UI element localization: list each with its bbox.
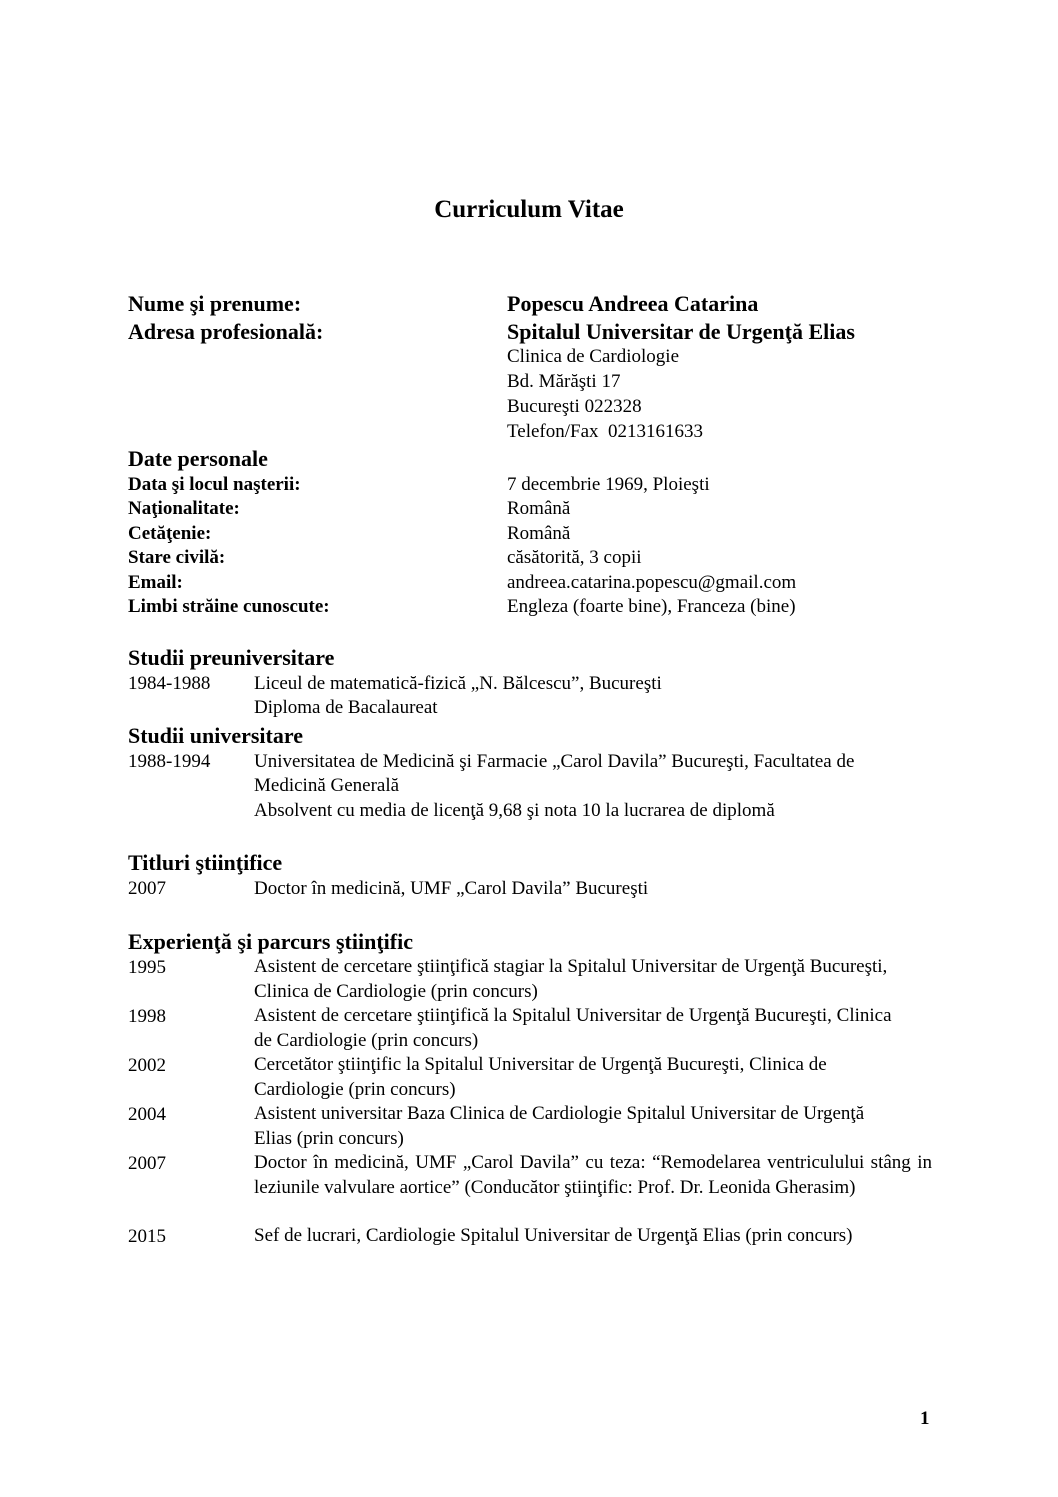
entry-text: Absolvent cu media de licenţă 9,68 şi nota 10 la lucrarea de diplomă <box>254 800 775 821</box>
entry-year: 1998 <box>128 1006 166 1027</box>
entry-text: Doctor în medicină, UMF „Carol Davila” cu teza: “Remodelarea ventriculului stâng in leziunile valvulare aortice” (Conducător ştiinţific: Prof. Dr. Leonida Gherasim) <box>254 1152 932 1198</box>
section-heading-experience: Experienţă şi parcurs ştiinţific <box>128 929 413 954</box>
personal-value: 7 decembrie 1969, Ploieşti <box>507 474 710 495</box>
address-line: Bd. Mărăşti 17 <box>507 371 621 392</box>
address-label: Adresa profesională: <box>128 319 324 344</box>
entry-text: Liceul de matematică-fizică „N. Bălcescu”, Bucureşti <box>254 673 662 694</box>
address-line-phone: Telefon/Fax 0213161633 <box>507 421 704 442</box>
page-number: 1 <box>920 1408 930 1429</box>
entry-text: Asistent universitar Baza Clinica de Cardiologie Spitalul Universitar de Urgenţă Elias (prin concurs) <box>254 1103 865 1149</box>
personal-value: Română <box>507 498 571 519</box>
entry-year: 1988-1994 <box>128 751 211 772</box>
entry-year: 2007 <box>128 1153 166 1174</box>
personal-value: Engleza (foarte bine), Franceza (bine) <box>507 596 796 617</box>
personal-label: Stare civilă: <box>128 547 226 568</box>
section-heading-university: Studii universitare <box>128 723 304 748</box>
section-heading-titles: Titluri ştiinţifice <box>128 850 283 875</box>
entry-year: 2015 <box>128 1226 166 1247</box>
entry-year: 2004 <box>128 1104 166 1125</box>
email-value[interactable]: andreea.catarina.popescu@gmail.com <box>507 572 797 593</box>
entry-text: Asistent de cercetare ştiinţifică la Spitalul Universitar de Urgenţă Bucureşti, Clinica de Cardiologie (prin concurs) <box>254 1005 892 1051</box>
name-value: Popescu Andreea Catarina <box>507 291 759 316</box>
personal-label: Limbi străine cunoscute: <box>128 596 330 617</box>
section-heading-preuniversity: Studii preuniversitare <box>128 645 335 670</box>
entry-text: Universitatea de Medicină şi Farmacie „Carol Davila” Bucureşti, Facultatea de <box>254 751 855 772</box>
entry-text: Doctor în medicină, UMF „Carol Davila” Bucureşti <box>254 878 649 899</box>
address-value: Spitalul Universitar de Urgenţă Elias <box>507 319 855 344</box>
personal-label: Data şi locul naşterii: <box>128 474 301 495</box>
entry-year: 2002 <box>128 1055 166 1076</box>
entry-year: 2007 <box>128 878 166 899</box>
address-line: Bucureşti 022328 <box>507 396 642 417</box>
personal-label: Cetăţenie: <box>128 523 212 544</box>
entry-text: Cercetător ştiinţific la Spitalul Universitar de Urgenţă Bucureşti, Clinica de Cardiologie (prin concurs) <box>254 1054 827 1100</box>
entry-text: Diploma de Bacalaureat <box>254 697 438 718</box>
entry-text: Asistent de cercetare ştiinţifică stagiar la Spitalul Universitar de Urgenţă Bucureşti, Clinica de Cardiologie (prin concurs) <box>254 956 888 1002</box>
personal-value: Română <box>507 523 571 544</box>
address-line: Clinica de Cardiologie <box>507 346 680 367</box>
entry-text: Medicină Generală <box>254 775 400 796</box>
personal-value: căsătorită, 3 copii <box>507 547 642 568</box>
entry-year: 1995 <box>128 957 166 978</box>
name-label: Nume şi prenume: <box>128 291 302 316</box>
entry-text: Sef de lucrari, Cardiologie Spitalul Universitar de Urgenţă Elias (prin concurs) <box>254 1225 853 1246</box>
personal-label: Email: <box>128 572 183 593</box>
personal-label: Naţionalitate: <box>128 498 240 519</box>
entry-year: 1984-1988 <box>128 673 211 694</box>
document-title: Curriculum Vitae <box>434 196 624 223</box>
section-heading-personal: Date personale <box>128 446 268 471</box>
